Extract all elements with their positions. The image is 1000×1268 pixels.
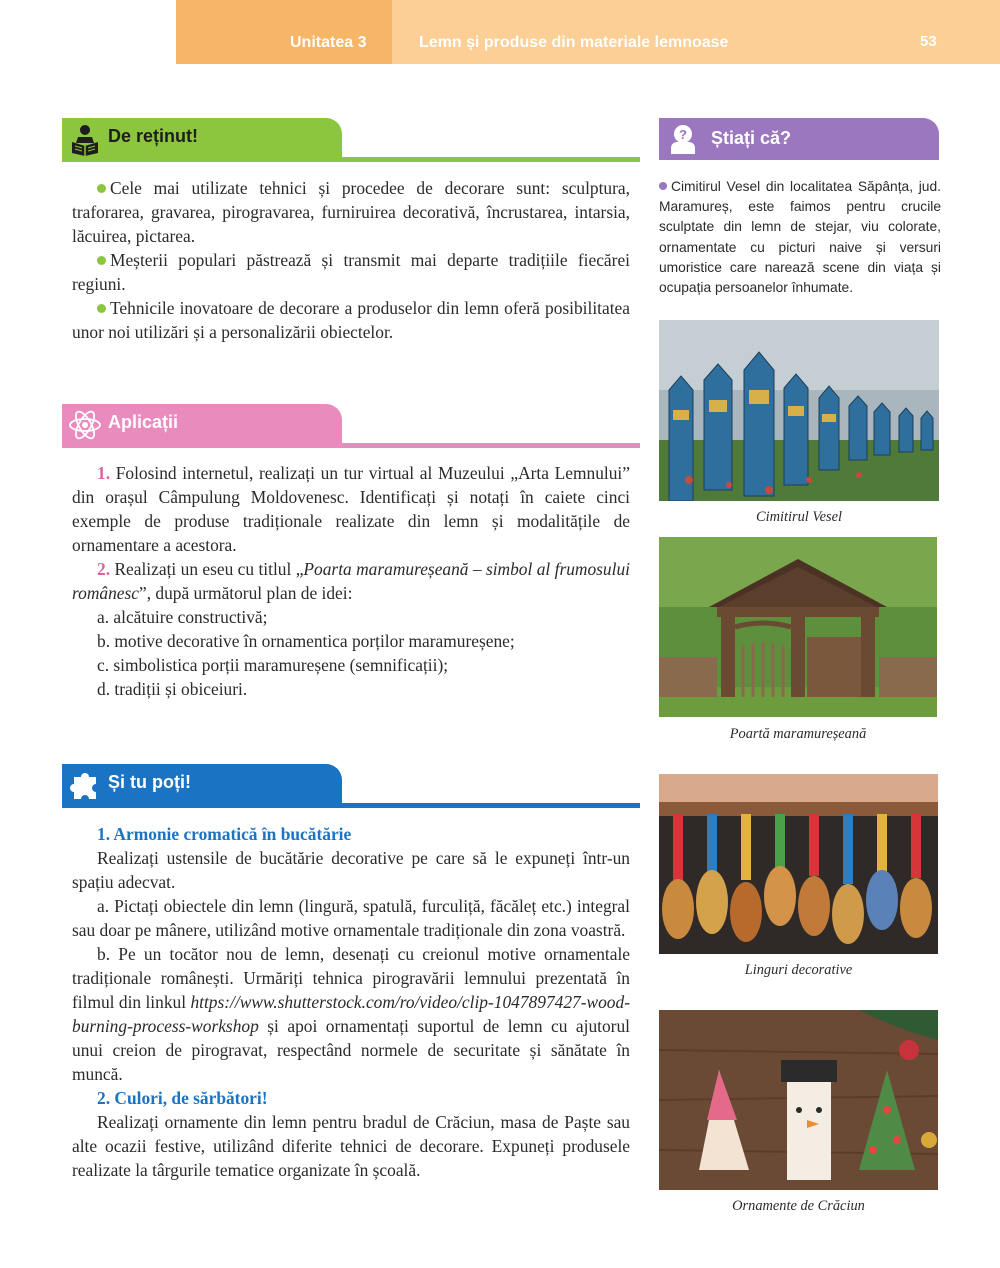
task-1	[72, 461, 630, 557]
bullet-dot	[97, 304, 106, 313]
video-link[interactable]: https://www.shutterstock.com/ro/video/clip-1047897427-wood-burning-process-workshop	[72, 992, 630, 1036]
bullet-dot	[97, 184, 106, 193]
section-tab	[62, 404, 342, 444]
caption: Poartă maramureșeană	[729, 726, 867, 742]
plan-item: d. tradiții și obiceiuri.	[97, 679, 248, 699]
fact-text: Cimitirul Vesel din localitatea Săpânța, jud. Maramureș, este faimos pentru crucile sculptate din lemn de stejar, viu colorate, ornamentate cu picturi naive și versuri umoristice care narează scene din viața și ocupația persoanelor înhumate.	[659, 179, 941, 296]
section-tab	[62, 764, 342, 804]
header-unit-band	[176, 0, 392, 64]
section-rule	[62, 803, 640, 808]
paragraph-text: și apoi ornamentați suportul de lemn cu ajutorul unui creion de pirogravat, respectând normele de securitate și sănătate în muncă.	[72, 1016, 630, 1084]
reader-icon	[68, 122, 102, 156]
section-tab	[62, 118, 342, 158]
bullet-dot	[97, 256, 106, 265]
section-rule	[62, 157, 640, 162]
paragraph: Realizați ustensile de bucătărie decorative pe care să le expuneți într-un spațiu adecvat.	[72, 848, 630, 892]
task-text: ”, după următorul plan de idei:	[138, 583, 353, 603]
atom-icon	[68, 408, 102, 442]
paragraph: Realizați ornamente din lemn pentru bradul de Crăciun, masa de Paște sau alte ocazii festive, utilizând diferite tehnici de decorare. Expuneți produsele realizate la târgurile tematice organizate în școală.	[72, 1112, 630, 1180]
plan-item: a. alcătuire constructivă;	[97, 607, 268, 627]
section-rule	[62, 443, 640, 448]
photo-linguri-decorative	[659, 774, 938, 954]
task-text: Realizați un eseu cu titlul „	[114, 559, 304, 579]
bullet-dot	[659, 182, 667, 190]
question-person-icon	[667, 123, 699, 155]
header-title-band	[392, 0, 1000, 64]
bullet-text: Cele mai utilizate tehnici și procedee de decorare sunt: sculptura, traforarea, gravarea, pirogravarea, furniruirea decorativă, încrustarea, intarsia, lăcuirea, pictarea.	[72, 178, 630, 246]
bullet-text: Meșterii populari păstrează și transmit mai departe tradițiile fiecărei regiuni.	[72, 250, 630, 294]
section-header-retinut	[62, 118, 640, 164]
retinut-bullet	[72, 296, 630, 344]
activity-heading: 2. Culori, de sărbători!	[97, 1088, 268, 1108]
caption: Linguri decorative	[744, 962, 853, 978]
retinut-bullet	[72, 248, 630, 296]
paragraph	[72, 942, 630, 1086]
bullet-text: Tehnicile inovatoare de decorare a produselor din lemn oferă posibilitatea unor noi utilizări și a personalizării obiectelor.	[72, 298, 630, 342]
activity-heading: 1. Armonie cromatică în bucătărie	[97, 824, 352, 844]
task-number: 1.	[97, 463, 111, 483]
paragraph-text: b. Pe un tocător nou de lemn, desenați cu creionul motive ornamentale tradiționale românești. Urmăriți tehnica pirogravării lemnului prezentată în filmul din linkul	[72, 944, 630, 1012]
essay-title: Poarta maramureșeană – simbol al frumosului românesc	[72, 559, 630, 603]
section-title: De reținut!	[108, 126, 198, 146]
si-tu-poti-body	[72, 822, 630, 1182]
task-text: Folosind internetul, realizați un tur virtual al Muzeului „Arta Lemnului” din orașul Câmpulung Moldovenesc. Identificați și notați în caiete cinci exemple de produse tradiționale realizate din lemn și modalitățile de ornamentare a acestora.	[72, 463, 630, 555]
plan-item: b. motive decorative în ornamentica porților maramureșene;	[97, 631, 515, 651]
section-title: Și tu poți!	[108, 772, 191, 792]
task-2	[72, 557, 630, 605]
photo-poarta-maramureseana	[659, 537, 937, 717]
section-title: Știați că?	[711, 128, 792, 148]
retinut-body	[72, 176, 630, 344]
paragraph: a. Pictați obiectele din lemn (lingură, spatulă, furculiță, făcăleț etc.) integral sau doar pe mânere, utilizând motive ornamentale tradiționale din zona voastră.	[72, 896, 630, 940]
section-header-stiati	[659, 118, 939, 160]
unit-label: Unitatea 3	[290, 34, 367, 51]
caption: Cimitirul Vesel	[756, 509, 842, 525]
photo-cimitirul-vesel	[659, 320, 939, 501]
section-header-si-tu-poti	[62, 764, 640, 810]
caption: Ornamente de Crăciun	[732, 1198, 865, 1214]
task-number: 2.	[97, 559, 111, 579]
plan-item: c. simbolistica porții maramureșene (semnificații);	[97, 655, 449, 675]
photo-ornamente-craciun	[659, 1010, 938, 1190]
retinut-bullet	[72, 176, 630, 248]
page-number: 53	[920, 33, 937, 50]
aplicatii-body	[72, 461, 630, 701]
chapter-title: Lemn și produse din materiale lemnoase	[419, 34, 729, 51]
puzzle-icon	[68, 768, 102, 802]
section-header-aplicatii	[62, 404, 640, 450]
svg-text:?: ?	[679, 127, 687, 142]
stiati-body	[659, 177, 941, 298]
section-title: Aplicații	[108, 412, 179, 432]
